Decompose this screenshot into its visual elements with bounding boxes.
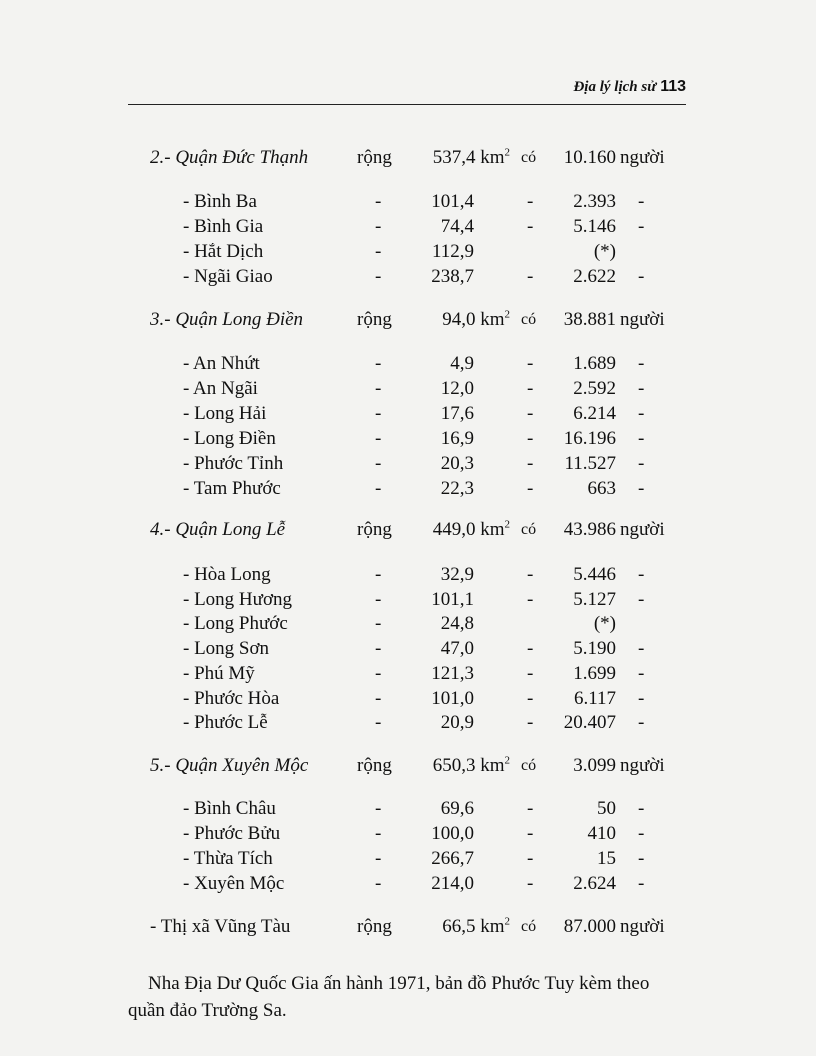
table-cell: 17,6 [440, 403, 474, 424]
town-area [400, 915, 510, 939]
table-cell: - [527, 638, 534, 659]
table-cell: - [527, 798, 534, 819]
table-row [0, 215, 816, 239]
district-title: 2.- Quận Đức Thạnh [150, 147, 309, 168]
table-cell: - Tam Phước [183, 478, 281, 499]
table-cell: - [527, 216, 534, 237]
table-cell: 20,3 [440, 453, 474, 474]
table-cell: (*) [593, 613, 616, 634]
district-heading [0, 308, 816, 332]
table-cell: - [527, 478, 534, 499]
table-cell: - [527, 589, 534, 610]
district-area [400, 308, 510, 332]
table-row [0, 427, 816, 451]
table-cell: 11.527 [564, 453, 616, 474]
table-row [0, 265, 816, 289]
table-cell: 94,0 km [442, 309, 505, 330]
label-co: có [521, 311, 537, 328]
table-cell: - [527, 453, 534, 474]
table-cell: - [375, 191, 382, 212]
district-title: 5.- Quận Xuyên Mộc [150, 755, 309, 776]
district-population: 3.099 [573, 755, 616, 776]
superscript: 2 [504, 915, 510, 928]
body-paragraph: Nha Địa Dư Quốc Gia ấn hành 1971, bản đồ Phước Tuy kèm theo quần đảo Trường Sa. [128, 973, 650, 1021]
table-cell: - [375, 873, 382, 894]
table-cell: - Phước Bửu [183, 823, 281, 844]
table-cell: - [375, 428, 382, 449]
table-cell: 121,3 [431, 663, 474, 684]
table-cell: - [527, 191, 534, 212]
table-cell: - Long Sơn [183, 638, 270, 659]
district-heading [0, 518, 816, 542]
table-row [0, 797, 816, 821]
table-cell: - Phước Lễ [183, 712, 268, 733]
label-nguoi: người [620, 147, 665, 168]
table-cell: 24,8 [440, 613, 474, 634]
table-cell: - [638, 378, 645, 399]
table-row [0, 822, 816, 846]
table-cell: - Bình Gia [183, 216, 264, 237]
table-cell: 5.127 [573, 589, 616, 610]
table-cell: - [638, 266, 645, 287]
table-cell: - [375, 564, 382, 585]
page-number: 113 [660, 78, 686, 95]
table-cell: - [375, 613, 382, 634]
table-cell: - [375, 353, 382, 374]
table-cell: 2.393 [573, 191, 616, 212]
table-row [0, 402, 816, 426]
table-cell: 16,9 [440, 428, 474, 449]
table-cell: - [527, 663, 534, 684]
label-nguoi: người [620, 916, 665, 937]
table-row [0, 637, 816, 661]
table-row [0, 872, 816, 896]
table-cell: 6.214 [573, 403, 616, 424]
table-cell: 101,1 [431, 589, 474, 610]
district-area [400, 754, 510, 778]
table-cell: - [527, 378, 534, 399]
table-cell: - [638, 403, 645, 424]
table-cell: 1.699 [573, 663, 616, 684]
superscript: 2 [504, 146, 510, 159]
table-cell: - [375, 848, 382, 869]
district-population: 38.881 [563, 309, 616, 330]
table-cell: 6.117 [573, 688, 616, 709]
table-row [0, 687, 816, 711]
table-cell: - [527, 428, 534, 449]
table-cell: 50 [597, 798, 616, 819]
table-cell: 537,4 km [432, 147, 505, 168]
table-cell: - [375, 638, 382, 659]
table-cell: 47,0 [440, 638, 474, 659]
table-cell: 266,7 [431, 848, 474, 869]
table-cell: 4,9 [450, 353, 474, 374]
table-cell: - [527, 266, 534, 287]
table-cell: - [375, 589, 382, 610]
table-cell: - [375, 241, 382, 262]
table-cell: 214,0 [431, 873, 474, 894]
label-rong: rộng [357, 309, 392, 330]
table-row [0, 612, 816, 636]
table-cell: - Hắt Dịch [183, 241, 264, 262]
town-title: - Thị xã Vũng Tàu [150, 916, 291, 937]
district-population: 10.160 [563, 147, 616, 168]
table-cell: 410 [587, 823, 616, 844]
running-header [128, 78, 686, 96]
label-rong: rộng [357, 916, 392, 937]
header-title: Địa lý lịch sử [573, 79, 657, 95]
district-area [400, 146, 510, 170]
table-cell: 650,3 km [432, 755, 505, 776]
table-cell: - Long Hương [183, 589, 292, 610]
table-cell: - An Nhứt [183, 353, 260, 374]
table-cell: - Thừa Tích [183, 848, 273, 869]
table-cell: 5.446 [573, 564, 616, 585]
table-row [0, 563, 816, 587]
table-cell: - [527, 873, 534, 894]
table-cell: - [527, 564, 534, 585]
header-rule [128, 104, 686, 105]
table-cell: 5.190 [573, 638, 616, 659]
table-cell: - [527, 712, 534, 733]
town-population: 87.000 [563, 916, 616, 937]
superscript: 2 [504, 308, 510, 321]
table-cell: 663 [587, 478, 616, 499]
table-cell: 12,0 [440, 378, 474, 399]
table-cell: 1.689 [573, 353, 616, 374]
superscript: 2 [504, 754, 510, 767]
table-cell: - Phước Tỉnh [183, 453, 284, 474]
table-cell: 74,4 [440, 216, 474, 237]
table-cell: 112,9 [431, 241, 474, 262]
table-row [0, 240, 816, 264]
table-cell: - [638, 428, 645, 449]
table-cell: 16.196 [563, 428, 616, 449]
table-cell: - [375, 663, 382, 684]
district-heading [0, 146, 816, 170]
table-cell: - [375, 216, 382, 237]
table-cell: 22,3 [440, 478, 474, 499]
table-cell: 5.146 [573, 216, 616, 237]
superscript: 2 [504, 518, 510, 531]
table-cell: - [375, 453, 382, 474]
table-row [0, 190, 816, 214]
table-cell: - [638, 478, 645, 499]
table-row [0, 377, 816, 401]
table-cell: 69,6 [440, 798, 474, 819]
table-cell: - [638, 589, 645, 610]
table-cell: 101,4 [431, 191, 474, 212]
table-cell: - Ngãi Giao [183, 266, 273, 287]
label-co: có [521, 918, 537, 935]
table-cell: 15 [597, 848, 616, 869]
table-cell: - [638, 191, 645, 212]
table-cell: 20.407 [563, 712, 616, 733]
table-cell: - Phước Hòa [183, 688, 280, 709]
town-row [0, 915, 816, 939]
table-cell: - [527, 848, 534, 869]
label-rong: rộng [357, 519, 392, 540]
table-cell: - Long Điền [183, 428, 276, 449]
label-co: có [521, 757, 537, 774]
table-row [0, 452, 816, 476]
table-cell: - [638, 712, 645, 733]
table-row [0, 711, 816, 735]
table-cell: 449,0 km [432, 519, 505, 540]
label-nguoi: người [620, 755, 665, 776]
table-cell: - [375, 266, 382, 287]
table-row [0, 662, 816, 686]
table-cell: - Phú Mỹ [183, 663, 255, 684]
table-cell: - Bình Châu [183, 798, 276, 819]
table-cell: - [375, 688, 382, 709]
district-population: 43.986 [563, 519, 616, 540]
table-cell: - Xuyên Mộc [183, 873, 285, 894]
district-heading [0, 754, 816, 778]
table-cell: - [527, 823, 534, 844]
table-cell: (*) [593, 241, 616, 262]
table-cell: - [638, 453, 645, 474]
table-cell: - Hòa Long [183, 564, 271, 585]
table-cell: - [527, 688, 534, 709]
table-row [0, 477, 816, 501]
district-area [400, 518, 510, 542]
table-cell: - Long Phước [183, 613, 288, 634]
table-cell: - [638, 798, 645, 819]
table-cell: - [638, 823, 645, 844]
table-cell: - [527, 353, 534, 374]
table-cell: - [638, 663, 645, 684]
table-cell: 2.622 [573, 266, 616, 287]
table-cell: - Long Hải [183, 403, 267, 424]
table-cell: - [638, 353, 645, 374]
table-cell: - [638, 638, 645, 659]
label-nguoi: người [620, 519, 665, 540]
label-co: có [521, 149, 537, 166]
table-cell: - [375, 798, 382, 819]
table-cell: - [638, 848, 645, 869]
table-cell: 238,7 [431, 266, 474, 287]
table-cell: 20,9 [440, 712, 474, 733]
table-cell: 2.592 [573, 378, 616, 399]
label-co: có [521, 521, 537, 538]
table-cell: 100,0 [431, 823, 474, 844]
table-cell: - [527, 403, 534, 424]
table-cell: - An Ngãi [183, 378, 258, 399]
district-title: 3.- Quận Long Điền [150, 309, 304, 330]
table-cell: - [375, 403, 382, 424]
label-rong: rộng [357, 755, 392, 776]
table-cell: - [375, 712, 382, 733]
label-nguoi: người [620, 309, 665, 330]
table-cell: 32,9 [440, 564, 474, 585]
table-cell: - Bình Ba [183, 191, 257, 212]
table-row [0, 352, 816, 376]
district-title: 4.- Quận Long Lễ [150, 519, 286, 540]
table-cell: - [638, 873, 645, 894]
table-cell: - [638, 688, 645, 709]
table-cell: - [375, 378, 382, 399]
table-cell: 66,5 km [442, 916, 505, 937]
table-row [0, 588, 816, 612]
table-cell: - [638, 216, 645, 237]
table-cell: - [375, 823, 382, 844]
table-cell: 2.624 [573, 873, 616, 894]
table-cell: - [375, 478, 382, 499]
label-rong: rộng [357, 147, 392, 168]
table-cell: 101,0 [431, 688, 474, 709]
table-row [0, 847, 816, 871]
table-cell: - [638, 564, 645, 585]
